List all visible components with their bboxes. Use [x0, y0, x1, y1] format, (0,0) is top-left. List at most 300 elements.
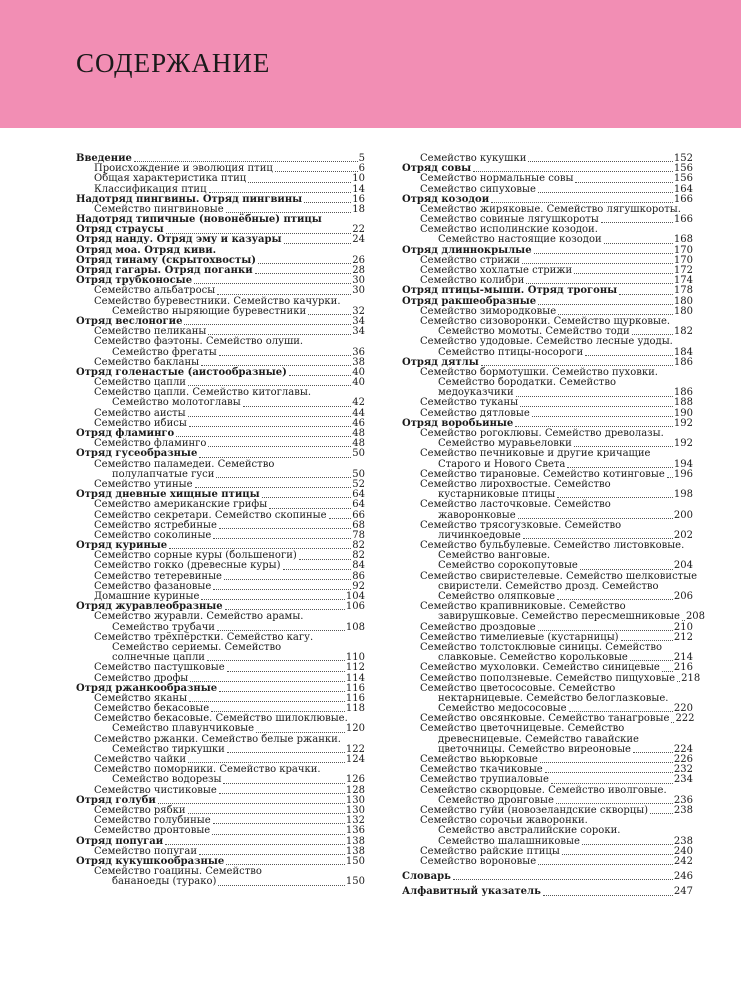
toc-page-number: 30	[352, 285, 365, 297]
toc-entry-title: Отряд дневные хищные птицы	[76, 489, 260, 501]
toc-entry-title: Семейство мухоловки. Семейство синицевые	[420, 662, 660, 674]
toc-page-number: 28	[352, 265, 365, 277]
toc-leader-dots	[218, 885, 345, 886]
toc-leader-dots	[169, 548, 351, 549]
toc-entry-title: Отряд куриные	[76, 540, 168, 552]
toc-leader-dots	[194, 283, 351, 284]
toc-page-number: 198	[673, 489, 693, 501]
toc-entry-title: Семейство крапивниковые. Семейство	[420, 601, 626, 613]
toc-leader-dots	[633, 752, 673, 753]
toc-leader-dots	[304, 202, 351, 203]
toc-page-number: 220	[673, 703, 693, 715]
toc-page-number: 246	[673, 871, 693, 883]
toc-leader-dots	[217, 630, 345, 631]
toc-entry-title: Отряд страусы	[76, 224, 164, 236]
toc-leader-dots	[538, 864, 673, 865]
toc-leader-dots	[569, 711, 673, 712]
toc-entry[interactable]	[402, 857, 693, 867]
toc-entry-title: Семейство бормотушки. Семейство пуховки.	[420, 366, 658, 378]
toc-leader-dots	[556, 803, 673, 804]
toc-entry-title: Введение	[76, 152, 132, 164]
toc-page-number: 116	[345, 682, 365, 694]
toc-leader-dots	[213, 823, 345, 824]
toc-entry-title: Семейство ныряющие буревестники	[112, 305, 307, 317]
toc-page-number: 136	[345, 825, 365, 837]
toc-entry-title: Семейство пингвиновые	[94, 203, 224, 215]
toc-entry-title: Семейство бекасовые	[94, 703, 210, 715]
toc-entry-title: Семейство шалашниковые	[438, 835, 580, 847]
toc-entry-title: Отряд попугаи	[76, 835, 164, 847]
toc-leader-dots	[224, 579, 351, 580]
toc-entry-title: Семейство дронговые	[438, 794, 554, 806]
toc-leader-dots	[632, 334, 673, 335]
toc-page-number: 208	[685, 611, 706, 623]
toc-entry-title: Семейство свиристелевые. Семейство шелковистые	[420, 570, 698, 582]
toc-entry-title: Семейство колибри	[420, 275, 525, 287]
toc-leader-dots	[216, 477, 351, 478]
toc-entry-title: Семейство ибисы	[94, 417, 187, 429]
toc-page-number: 44	[352, 407, 365, 419]
toc-entry-title: Семейство зимородковые	[420, 305, 557, 317]
toc-entry-title: Отряд веслоногие	[76, 315, 183, 327]
toc-page-number: 64	[352, 499, 365, 511]
toc-entry-title: Семейство скворцовые. Семейство иволговые.	[420, 784, 667, 796]
toc-entry-title: Семейство гуйи (новозеландские скворцы)	[420, 804, 649, 816]
toc-page-number: 164	[673, 183, 693, 195]
toc-page-number: 132	[345, 815, 365, 827]
toc-entry-title: Семейство сорокопутовые	[438, 560, 578, 572]
toc-page-number: 34	[352, 315, 365, 327]
toc-leader-dots	[226, 212, 352, 213]
toc-entry-title: Семейство бульбулевые. Семейство листовковые.	[420, 540, 685, 552]
toc-entry-title: Семейство сериемы. Семейство	[112, 641, 282, 653]
toc-section-entry[interactable]	[402, 872, 693, 882]
toc-leader-dots	[208, 334, 351, 335]
toc-page-number: 226	[673, 754, 693, 766]
toc-leader-dots	[574, 446, 673, 447]
toc-leader-dots	[213, 589, 351, 590]
toc-page-number: 178	[673, 285, 693, 297]
toc-page-number: 82	[352, 540, 365, 552]
toc-entry-title: славковые. Семейство корольковые	[438, 652, 628, 664]
toc-entry-title: Семейство плавунчиковые	[112, 723, 255, 735]
toc-leader-dots	[575, 182, 672, 183]
toc-page-number: 150	[345, 876, 365, 888]
toc-leader-dots	[208, 446, 351, 447]
toc-page-number: 34	[352, 326, 365, 338]
toc-page-number: 86	[352, 570, 365, 582]
toc-page-number: 68	[352, 519, 365, 531]
toc-left-column	[76, 154, 365, 888]
toc-leader-dots	[299, 559, 352, 560]
toc-page-number: 238	[673, 804, 693, 816]
toc-page-number: 40	[352, 377, 365, 389]
toc-page-number: 30	[352, 275, 365, 287]
toc-entry-title: Семейство туканы	[420, 397, 519, 409]
toc-entry-title: Отряд кукушкообразные	[76, 855, 225, 867]
toc-leader-dots	[574, 273, 673, 274]
toc-entry-title: Семейство дроздовые	[420, 621, 536, 633]
toc-leader-dots	[158, 803, 345, 804]
toc-page-number: 104	[345, 591, 365, 603]
toc-entry-title: Семейство фрегаты	[112, 346, 217, 358]
toc-leader-dots	[190, 681, 345, 682]
toc-page-number: 156	[673, 163, 693, 175]
toc-entry-title: Семейство цапли. Семейство китоглавы.	[94, 387, 312, 399]
toc-leader-dots	[538, 630, 673, 631]
toc-page-number: 22	[352, 224, 365, 236]
toc-leader-dots	[176, 436, 351, 437]
toc-entry-title: Семейство ласточковые. Семейство	[420, 499, 611, 511]
toc-page-number: 48	[352, 438, 365, 450]
toc-leader-dots	[223, 783, 344, 784]
toc-page-number: 50	[352, 468, 365, 480]
page-title: СОДЕРЖАНИЕ	[76, 48, 271, 78]
toc-entry-title: Домашние куриные	[94, 591, 200, 603]
toc-leader-dots	[580, 569, 673, 570]
toc-leader-dots	[212, 834, 345, 835]
toc-entry-title: Семейство утиные	[94, 478, 193, 490]
toc-entry-title: Семейство журавли. Семейство арамы.	[94, 611, 304, 623]
toc-entry-title: Семейство попугаи	[94, 845, 197, 857]
toc-entry-title: Семейство вьюрковые	[420, 754, 538, 766]
toc-leader-dots	[582, 844, 673, 845]
toc-page-number: 124	[345, 754, 365, 766]
toc-page-number: 166	[673, 214, 693, 226]
toc-leader-dots	[227, 752, 345, 753]
toc-page-number: 36	[352, 346, 365, 358]
toc-entry-title: нектарницевые. Семейство белоглазковые.	[438, 692, 669, 704]
toc-page-number: 172	[673, 265, 693, 277]
toc-entry-title: Отряд моа. Отряд киви.	[76, 244, 217, 256]
toc-leader-dots	[201, 365, 351, 366]
toc-page-number: 118	[345, 703, 365, 715]
toc-entry-title: Семейство вороновые	[420, 855, 537, 867]
toc-entry-title: завирушковые. Семейство пересмешниковые	[438, 611, 680, 623]
toc-leader-dots	[269, 508, 351, 509]
toc-page-number: 5	[358, 152, 365, 164]
toc-page-number: 82	[352, 550, 365, 562]
toc-entry-title: бананоеды (турако)	[112, 876, 217, 888]
toc-entry-title: Семейство ткачиковые	[420, 764, 543, 776]
toc-entry-title: Семейство совиные лягушкороты	[420, 214, 599, 226]
toc-entry-title: Отряд гагары. Отряд поганки	[76, 265, 253, 277]
toc-page-number: 236	[673, 794, 693, 806]
toc-leader-dots	[667, 477, 673, 478]
toc-page-number: 186	[673, 356, 693, 368]
toc-leader-dots	[255, 273, 352, 274]
toc-entry-title: Семейство трёхпёрстки. Семейство кагу.	[94, 631, 314, 643]
toc-page-number: 40	[352, 366, 365, 378]
toc-entry-title: Семейство пеликаны	[94, 326, 207, 338]
toc-leader-dots	[289, 375, 351, 376]
toc-page-number: 190	[673, 407, 693, 419]
toc-leader-dots	[166, 233, 352, 234]
toc-page-number: 46	[352, 417, 365, 429]
toc-page-number: 66	[352, 509, 365, 521]
toc-entry-title: Семейство муравьеловки	[438, 438, 572, 450]
toc-leader-dots	[165, 844, 345, 845]
toc-entry-title: Отряд козодои	[402, 193, 490, 205]
toc-page-number: 26	[352, 254, 365, 266]
toc-page-number: 24	[352, 234, 365, 246]
toc-entry-title: Семейство буревестники. Семейство качурки.	[94, 295, 341, 307]
toc-entry-title: Семейство ястребиные	[94, 519, 217, 531]
toc-entry-title: Отряд совы	[402, 163, 472, 175]
toc-entry-title: Семейство голубиные	[94, 815, 211, 827]
toc-page-number: 166	[673, 193, 693, 205]
toc-page-number: 130	[345, 794, 365, 806]
toc-entry-title: Семейство бекасовые. Семейство шилоклювые.	[94, 713, 348, 725]
toc-entry-title: Семейство нормальные совы	[420, 173, 574, 185]
toc-leader-dots	[227, 671, 345, 672]
toc-leader-dots	[248, 182, 351, 183]
toc-page-number: 38	[352, 356, 365, 368]
toc-entry-title: Семейство печниковые и другие кричащие	[420, 448, 651, 460]
toc-entry-title: Семейство цветососовые. Семейство	[420, 682, 616, 694]
toc-page-number: 42	[352, 397, 365, 409]
toc-entry-title: древесницевые. Семейство гавайские	[438, 733, 639, 745]
toc-entry-title: Семейство ржанки. Семейство белые ржанки.	[94, 733, 341, 745]
toc-leader-dots	[523, 538, 673, 539]
toc-leader-dots	[516, 396, 673, 397]
toc-entry-title: Отряд фламинго	[76, 428, 175, 440]
toc-leader-dots	[585, 355, 673, 356]
toc-page-number: 48	[352, 428, 365, 440]
toc-page-number: 232	[673, 764, 693, 776]
toc-leader-dots	[219, 793, 345, 794]
toc-entry-title: Семейство трупиаловые	[420, 774, 549, 786]
toc-entry-title: Отряд трубконосые	[76, 275, 193, 287]
toc-leader-dots	[558, 314, 673, 315]
toc-entry-title: Семейство сипуховые	[420, 183, 536, 195]
toc-page-number: 114	[345, 672, 365, 684]
toc-page-number: 116	[345, 692, 365, 704]
toc-leader-dots	[562, 854, 673, 855]
toc-leader-dots	[453, 879, 673, 880]
toc-leader-dots	[601, 222, 673, 223]
toc-page-number: 216	[673, 662, 693, 674]
toc-page-number: 240	[673, 845, 693, 857]
toc-entry-title: Семейство сорные куры (большеноги)	[94, 550, 297, 562]
toc-page-number: 202	[673, 529, 693, 541]
toc-leader-dots	[515, 426, 673, 427]
toc-entry-title: Семейство сорочьи жаворонки.	[420, 815, 588, 827]
toc-page-number: 14	[352, 183, 365, 195]
toc-page-number: 64	[352, 489, 365, 501]
toc-page-number: 120	[345, 723, 365, 735]
toc-entry-title: Семейство птицы-носороги	[438, 346, 584, 358]
toc-entry-title: Семейство овсянковые. Семейство танагровые	[420, 713, 670, 725]
toc-leader-dots	[532, 416, 673, 417]
toc-entry-title: Общая характеристика птиц	[94, 173, 247, 185]
toc-entry-title: Семейство водорезы	[112, 774, 222, 786]
toc-right-column	[402, 152, 706, 898]
toc-entry-title: Семейство момоты. Семейство тоди	[438, 326, 630, 338]
toc-entry-title: Отряд тинаму (скрытохвосты)	[76, 254, 256, 266]
toc-entry-title: Семейство гоацины. Семейство	[94, 866, 262, 878]
toc-entry-title: Семейство пастушковые	[94, 662, 225, 674]
toc-leader-dots	[518, 518, 673, 519]
toc-leader-dots	[682, 620, 685, 621]
toc-leader-dots	[188, 762, 345, 763]
toc-leader-dots	[543, 895, 673, 896]
toc-leader-dots	[557, 599, 673, 600]
toc-page-number: 170	[673, 244, 693, 256]
toc-page-number: 110	[345, 652, 365, 664]
toc-page-number: 108	[345, 621, 365, 633]
toc-entry-title: Происхождение и эволюция птиц	[94, 163, 273, 175]
toc-page-number: 186	[673, 387, 693, 399]
toc-entry-title: Семейство исполинские козодои.	[420, 224, 598, 236]
toc-entry-title: Семейство рогоклювы. Семейство древолазы.	[420, 428, 664, 440]
toc-entry[interactable]	[76, 877, 365, 887]
toc-entry-title: Семейство аисты	[94, 407, 186, 419]
toc-page-number: 174	[673, 275, 693, 287]
toc-page-number: 238	[673, 835, 693, 847]
toc-page-number: 6	[358, 163, 365, 175]
toc-entry-title: Семейство австралийские сороки.	[438, 825, 621, 837]
toc-leader-dots	[540, 762, 673, 763]
toc-entry-title: солнечные цапли	[112, 652, 205, 664]
toc-entry-title: Семейство кукушки	[420, 152, 527, 164]
toc-entry-title: Семейство бородатки. Семейство	[438, 377, 616, 389]
toc-leader-dots	[258, 263, 351, 264]
toc-leader-dots	[188, 385, 351, 386]
toc-page-number: 50	[352, 448, 365, 460]
toc-page-number: 152	[673, 152, 693, 164]
toc-leader-dots	[219, 528, 351, 529]
toc-leader-dots	[225, 609, 345, 610]
toc-page-number: 170	[673, 254, 693, 266]
toc-entry-title: Семейство тимелиевые (кустарницы)	[420, 631, 619, 643]
toc-entry-title: Семейство чистиковые	[94, 784, 217, 796]
toc-leader-dots	[621, 640, 673, 641]
toc-page-number: 180	[673, 295, 693, 307]
toc-leader-dots	[219, 355, 352, 356]
toc-leader-dots	[184, 324, 351, 325]
toc-entry-title: Семейство тетеревиные	[94, 570, 222, 582]
toc-leader-dots	[551, 783, 673, 784]
toc-leader-dots	[567, 467, 673, 468]
toc-leader-dots	[662, 671, 673, 672]
toc-page-number: 218	[681, 672, 701, 684]
toc-leader-dots	[262, 497, 352, 498]
toc-page-number: 180	[673, 305, 693, 317]
toc-entry-title: Семейство райские птицы	[420, 845, 560, 857]
toc-entry-title: Семейство паламедеи. Семейство	[94, 458, 275, 470]
toc-page-number: 138	[345, 845, 365, 857]
toc-leader-dots	[201, 599, 345, 600]
toc-page-number: 18	[352, 203, 365, 215]
toc-entry-title: Старого и Нового Света	[438, 458, 566, 470]
toc-page-number: 112	[345, 662, 365, 674]
toc-entry-title: Отряд ржанкообразные	[76, 682, 218, 694]
toc-entry-title: Отряд голуби	[76, 794, 156, 806]
toc-entry-title: свиристели. Семейство дрозд. Семейство	[438, 580, 659, 592]
toc-entry-title: Семейство соколиные	[94, 529, 212, 541]
toc-leader-dots	[538, 304, 673, 305]
toc-entry-title: Семейство американские грифы	[94, 499, 268, 511]
toc-page-number: 106	[345, 601, 365, 613]
toc-entry-title: Отряд воробьиные	[402, 417, 514, 429]
toc-entry-title: Семейство тиркушки	[112, 743, 225, 755]
toc-entry-title: личинкоедовые	[438, 529, 521, 541]
toc-entry-title: Семейство лирохвостые. Семейство	[420, 478, 611, 490]
toc-entry-title: Семейство тирановые. Семейство котинговые	[420, 468, 665, 480]
toc-page-number: 32	[352, 305, 365, 317]
toc-entry-title: Семейство хохлатые стрижи	[420, 265, 573, 277]
toc-entry-title: Отряд голенастые (аистообразные)	[76, 366, 287, 378]
toc-page-number: 92	[352, 580, 365, 592]
toc-section-entry[interactable]	[402, 887, 693, 897]
toc-page-number: 130	[345, 804, 365, 816]
toc-entry-title: Семейство молотоглавы	[112, 397, 241, 409]
toc-page-number: 222	[675, 713, 695, 725]
toc-page-number: 122	[345, 743, 365, 755]
toc-leader-dots	[209, 192, 352, 193]
toc-entry-title: Семейство удодовые. Семейство лесные удоды.	[420, 336, 673, 348]
toc-page-number: 168	[673, 234, 693, 246]
toc-leader-dots	[491, 202, 673, 203]
toc-page-number: 16	[352, 193, 365, 205]
toc-entry-title: Семейство медососовые	[438, 703, 567, 715]
toc-entry-title: Семейство фламинго	[94, 438, 207, 450]
toc-leader-dots	[188, 416, 352, 417]
toc-page-number: 52	[352, 478, 365, 490]
toc-page-number: 150	[345, 855, 365, 867]
toc-entry-title: Семейство дронтовые	[94, 825, 211, 837]
toc-entry-title: Отряд птицы-мыши. Отряд трогоны	[402, 285, 618, 297]
toc-leader-dots	[677, 681, 680, 682]
toc-page-number: 128	[345, 784, 365, 796]
toc-leader-dots	[545, 772, 673, 773]
toc-leader-dots	[630, 660, 673, 661]
toc-entry-title: Семейство яканы	[94, 692, 188, 704]
toc-entry-title: Семейство гокко (древесные куры)	[94, 560, 281, 572]
toc-entry-title: Семейство секретари. Семейство скопиные	[94, 509, 327, 521]
toc-entry-title: Семейство бакланы	[94, 356, 200, 368]
toc-entry-title: Семейство цветочницевые. Семейство	[420, 723, 625, 735]
toc-leader-dots	[604, 243, 673, 244]
toc-page-number: 196	[673, 468, 693, 480]
toc-entry-title: Семейство сизоворонки. Семейство щурковые.	[420, 315, 671, 327]
toc-page-number: 204	[673, 560, 693, 572]
toc-leader-dots	[522, 263, 673, 264]
toc-leader-dots	[650, 813, 673, 814]
toc-leader-dots	[284, 243, 352, 244]
toc-page-number: 206	[673, 591, 693, 603]
toc-entry-title: Семейство альбатросы	[94, 285, 216, 297]
toc-page-number: 84	[352, 560, 365, 572]
toc-leader-dots	[283, 569, 352, 570]
toc-entry-title: Семейство жиряковые. Семейство лягушкороты.	[420, 203, 681, 215]
toc-leader-dots	[473, 171, 673, 172]
toc-leader-dots	[189, 701, 345, 702]
toc-entry-title: Классификация птиц	[94, 183, 207, 195]
toc-page-number: 188	[673, 397, 693, 409]
toc-page-number: 200	[673, 509, 693, 521]
toc-leader-dots	[557, 497, 673, 498]
toc-leader-dots	[188, 813, 345, 814]
toc-entry-title: Семейство трубачи	[112, 621, 215, 633]
toc-entry-title: Семейство цапли	[94, 377, 186, 389]
toc-entry-title: Отряд журавлеобразные	[76, 601, 223, 613]
toc-entry-title: цветочницы. Семейство виреоновые	[438, 743, 631, 755]
toc-page-number: 210	[673, 621, 693, 633]
toc-leader-dots	[256, 732, 345, 733]
toc-entry-title: Семейство оляпковые	[438, 591, 556, 603]
